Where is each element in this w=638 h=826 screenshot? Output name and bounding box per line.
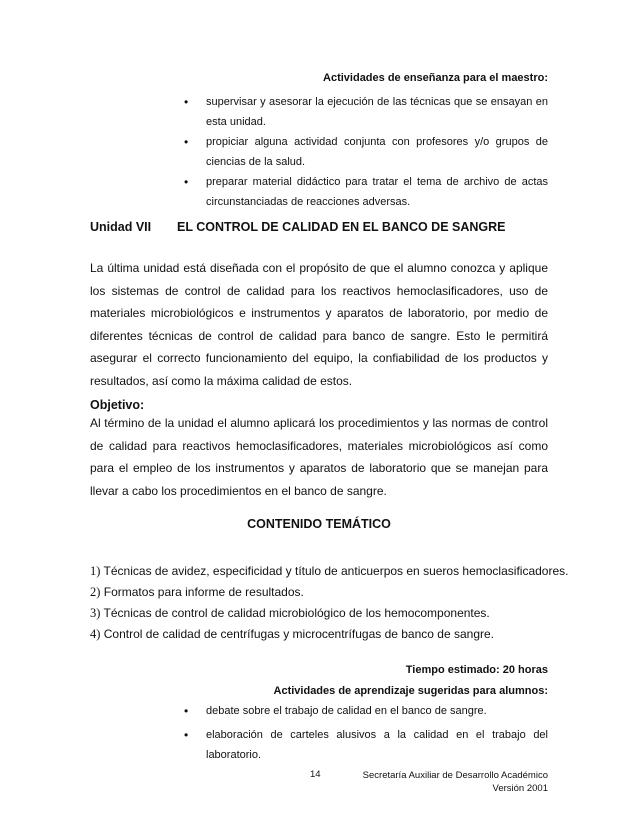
unit-label: Unidad VII: [90, 220, 152, 234]
student-activities-list: [180, 701, 548, 769]
teacher-activities-heading: Actividades de enseñanza para el maestro:: [323, 72, 548, 84]
list-item: • elaboración de carteles alusivos a la calidad en el trabajo del laboratorio.: [180, 725, 548, 765]
list-item: • supervisar y asesorar la ejecución de las técnicas que se ensayan en esta unidad.: [180, 92, 548, 132]
topic-number: 4): [90, 627, 101, 641]
footer-org: Secretaría Auxiliar de Desarrollo Académico: [362, 770, 548, 781]
content-title: CONTENIDO TEMÁTICO: [247, 517, 391, 531]
list-item: • debate sobre el trabajo de calidad en el banco de sangre.: [180, 701, 548, 721]
topic-number: 3): [90, 606, 101, 620]
list-item: [90, 603, 568, 624]
topic-text: Técnicas de control de calidad microbiológico de los hemocomponentes.: [103, 606, 490, 620]
student-activities-heading: Actividades de aprendizaje sugeridas para alumnos:: [273, 685, 548, 697]
topics-list: [90, 561, 568, 645]
unit-title: EL CONTROL DE CALIDAD EN EL BANCO DE SANGRE: [177, 220, 506, 234]
topic-text: Control de calidad de centrífugas y microcentrífugas de banco de sangre.: [103, 627, 494, 641]
topic-text: Formatos para informe de resultados.: [103, 585, 304, 599]
topic-number: 2): [90, 585, 101, 599]
objective-label: Objetivo:: [90, 398, 145, 412]
footer-info: [363, 769, 548, 795]
intro-paragraph: La última unidad está diseñada con el propósito de que el alumno conozca y aplique los sistemas de control de calidad para los reactivos hemoclasificadores, uso de materiales microbiológicos e instrumentos y aparatos de laboratorio, por medio de diferentes técnicas de control de calidad para banco de sangre. Esto le permitirá asegurar el correcto funcionamiento del equipo, la confiabilidad de los productos y resultados, así como la máxima calidad de estos.: [90, 261, 548, 388]
objective-text: Al término de la unidad el alumno aplicará los procedimientos y las normas de control de calidad para reactivos hemoclasificadores, materiales microbiológicos así como para el empleo de los instrumentos y aparatos de laboratorio que se manejan para llevar a cabo los procedimientos en el banco de sangre.: [90, 416, 548, 498]
topic-number: 1): [90, 564, 101, 578]
list-item: [90, 582, 568, 603]
list-item: [90, 624, 568, 645]
list-item: [90, 561, 568, 582]
page-number: 14: [310, 769, 321, 780]
estimated-time: Tiempo estimado: 20 horas: [405, 664, 548, 676]
footer-version: Versión 2001: [492, 783, 548, 794]
list-item: • propiciar alguna actividad conjunta con profesores y/o grupos de ciencias de la salud.: [180, 132, 548, 172]
teacher-activities-list: [180, 92, 548, 212]
topic-text: Técnicas de avidez, especificidad y título de anticuerpos en sueros hemoclasificadores.: [103, 564, 569, 578]
list-item: • preparar material didáctico para tratar el tema de archivo de actas circunstanciadas de reacciones adversas.: [180, 172, 548, 212]
